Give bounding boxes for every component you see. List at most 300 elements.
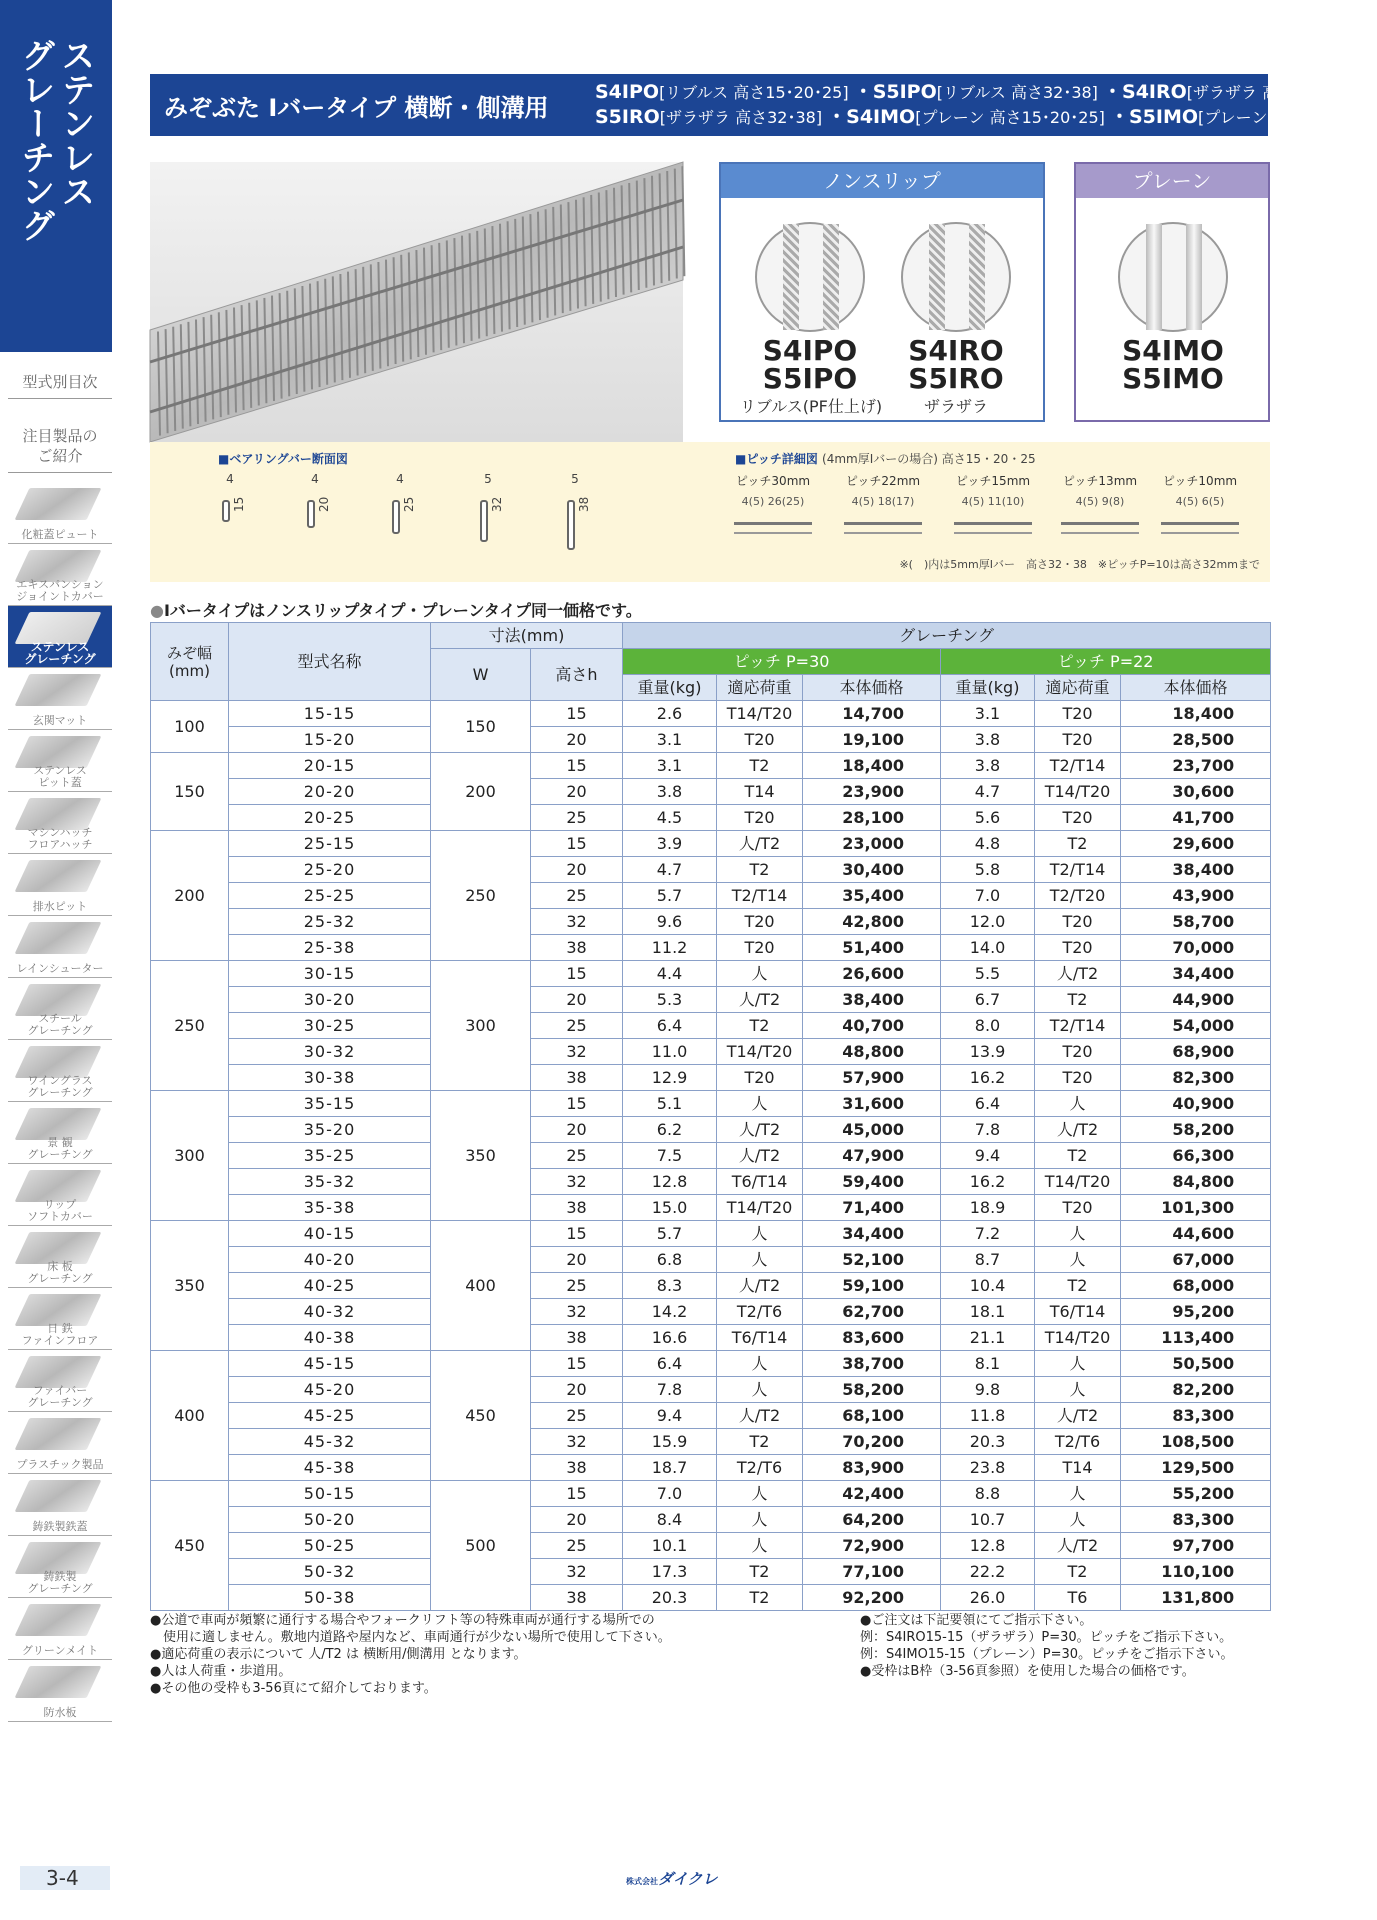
cell-load: 人 [717,1481,803,1507]
cell-price: 26,600 [803,961,941,987]
sidebar-item[interactable] [8,1660,112,1722]
product-thumbnail-icon [15,1604,102,1636]
cell-load: T2 [1035,1559,1121,1585]
cell-weight: 3.8 [941,753,1035,779]
cell-price: 68,100 [803,1403,941,1429]
pitch-shape [844,522,922,534]
cell-h: 15 [531,701,623,727]
cell-load: T6/T14 [717,1325,803,1351]
cell-w: 450 [431,1351,531,1481]
cell-load: T6 [1035,1585,1121,1611]
cell-weight: 6.2 [623,1117,717,1143]
finish-code: S4IPO [762,334,858,367]
cell-h: 25 [531,1143,623,1169]
model-code: ・S5IMO [1110,106,1199,128]
pitch-values: 4(5) 26(25) [741,495,805,508]
cell-load: T2 [1035,1273,1121,1299]
cell-h: 32 [531,1559,623,1585]
table-row [151,1377,1271,1403]
cell-weight: 6.7 [941,987,1035,1013]
cell-h: 32 [531,1039,623,1065]
rough-sample-icon [901,222,1011,332]
cell-load: T14 [717,779,803,805]
table-row [151,1013,1271,1039]
cell-load: T20 [717,909,803,935]
product-thumbnail-icon [15,1480,102,1512]
table-row [151,1403,1271,1429]
product-thumbnail-icon [15,488,102,520]
sidebar-item-label: 鋳鉄製鉄蓋 [32,1520,88,1533]
col-header-weight: 重量(kg) [623,675,717,701]
pitch-detail [1055,472,1145,552]
sidebar-title-line2: グレーチング [15,38,55,242]
table-row [151,1143,1271,1169]
cell-weight: 4.5 [623,805,717,831]
cell-load: 人/T2 [717,987,803,1013]
cell-weight: 11.8 [941,1403,1035,1429]
bearing-bar-section [380,472,420,552]
bar-width: 5 [484,472,492,486]
cell-model: 35-32 [229,1169,431,1195]
sidebar-title-block [0,0,112,352]
cell-weight: 16.2 [941,1169,1035,1195]
pitch-values: 4(5) 18(17) [851,495,915,508]
sidebar-title-line1: ステンレス [55,38,95,208]
cell-price: 113,400 [1121,1325,1271,1351]
cell-w: 250 [431,831,531,961]
cell-price: 38,400 [1121,857,1271,883]
cell-weight: 3.1 [623,727,717,753]
cell-h: 20 [531,1507,623,1533]
pitch-detail [1155,472,1245,552]
cell-weight: 5.8 [941,857,1035,883]
cell-price: 108,500 [1121,1429,1271,1455]
cell-load: T2/T14 [1035,753,1121,779]
cell-h: 25 [531,1273,623,1299]
sidebar-item-label: プラスチック製品 [16,1458,104,1471]
table-row [151,1169,1271,1195]
cell-weight: 14.2 [623,1299,717,1325]
sidebar-item-label: 日 鉄 ファインフロア [21,1322,99,1347]
cell-weight: 12.8 [623,1169,717,1195]
cell-h: 25 [531,1533,623,1559]
cell-weight: 13.9 [941,1039,1035,1065]
cell-price: 55,200 [1121,1481,1271,1507]
cell-model: 30-25 [229,1013,431,1039]
col-header-load: 適応荷重 [1035,675,1121,701]
cell-price: 19,100 [803,727,941,753]
cell-load: T2/T14 [717,883,803,909]
cell-weight: 16.2 [941,1065,1035,1091]
sidebar-item[interactable] [8,606,112,668]
table-row [151,1559,1271,1585]
cell-weight: 7.8 [941,1117,1035,1143]
col-header-price: 本体価格 [803,675,941,701]
cell-price: 34,400 [1121,961,1271,987]
cell-load: T14/T20 [717,1039,803,1065]
cell-weight: 10.4 [941,1273,1035,1299]
cell-load: 人 [717,1221,803,1247]
cell-price: 77,100 [803,1559,941,1585]
cell-model: 45-25 [229,1403,431,1429]
col-header-pitch22: ピッチ P=22 [941,649,1271,675]
cell-weight: 6.4 [623,1013,717,1039]
pitch-label: ピッチ30mm [735,474,811,488]
cell-price: 31,600 [803,1091,941,1117]
cell-load: 人 [1035,1091,1121,1117]
table-row [151,701,1271,727]
cell-load: T14 [1035,1455,1121,1481]
table-row [151,987,1271,1013]
bar-height: 20 [317,496,331,512]
pitch-label: ピッチ13mm [1062,474,1138,488]
cell-weight: 5.5 [941,961,1035,987]
pitch-detail [948,472,1038,552]
table-row [151,1195,1271,1221]
col-header-dimension: 寸法(mm) [431,623,623,649]
cell-price: 84,800 [1121,1169,1271,1195]
cell-width: 300 [151,1091,229,1221]
cell-h: 20 [531,1117,623,1143]
cell-model: 25-20 [229,857,431,883]
header-models [595,80,1377,130]
cell-model: 30-15 [229,961,431,987]
cell-model: 20-20 [229,779,431,805]
pitch-label: ピッチ15mm [955,474,1031,488]
pitch-shape [954,522,1032,534]
cell-h: 20 [531,1247,623,1273]
cell-weight: 5.1 [623,1091,717,1117]
cell-load: 人/T2 [717,1273,803,1299]
cell-price: 70,000 [1121,935,1271,961]
table-row [151,935,1271,961]
col-header-h: 高さh [531,649,623,701]
cell-load: T2 [717,1013,803,1039]
cell-load: T2 [717,753,803,779]
sidebar-item[interactable] [8,1164,112,1226]
cell-price: 14,700 [803,701,941,727]
cell-weight: 21.1 [941,1325,1035,1351]
grating-illustration [150,162,683,442]
sidebar-item[interactable] [8,730,112,792]
cell-price: 59,400 [803,1169,941,1195]
sidebar-item[interactable] [8,1350,112,1412]
cell-model: 50-20 [229,1507,431,1533]
cell-price: 72,900 [803,1533,941,1559]
cell-weight: 11.2 [623,935,717,961]
cell-weight: 8.1 [941,1351,1035,1377]
table-row [151,779,1271,805]
cell-width: 200 [151,831,229,961]
cell-price: 129,500 [1121,1455,1271,1481]
page-header [150,74,1377,136]
sidebar-link-index[interactable]: 型式別目次 [8,372,112,399]
cell-h: 38 [531,1325,623,1351]
cell-load: T2 [717,1559,803,1585]
sidebar-item[interactable] [8,1412,112,1474]
cell-price: 83,900 [803,1455,941,1481]
cell-model: 50-32 [229,1559,431,1585]
table-row [151,1507,1271,1533]
finish-sub: ザラザラ [923,397,988,416]
model-desc: [プレーン 高さ32･38] [1198,108,1360,127]
cell-weight: 15.0 [623,1195,717,1221]
cell-load: 人/T2 [1035,1403,1121,1429]
product-photo [150,162,683,442]
cell-price: 34,400 [803,1221,941,1247]
cell-load: 人/T2 [1035,1533,1121,1559]
cell-model: 30-32 [229,1039,431,1065]
cell-model: 35-15 [229,1091,431,1117]
cell-price: 47,900 [803,1143,941,1169]
sidebar-item[interactable] [8,916,112,978]
product-thumbnail-icon [15,1666,102,1698]
cell-weight: 12.8 [941,1533,1035,1559]
cell-weight: 26.0 [941,1585,1035,1611]
cell-weight: 7.0 [623,1481,717,1507]
cell-model: 30-20 [229,987,431,1013]
bearing-bar-section [555,472,595,552]
cell-w: 350 [431,1091,531,1221]
cell-model: 25-15 [229,831,431,857]
cell-weight: 9.6 [623,909,717,935]
cell-price: 57,900 [803,1065,941,1091]
cell-model: 45-20 [229,1377,431,1403]
table-row [151,1091,1271,1117]
cell-h: 20 [531,727,623,753]
table-row [151,1455,1271,1481]
cell-price: 68,900 [1121,1039,1271,1065]
sidebar-item-label: ステンレス グレーチング [24,640,96,666]
finish-code: S5IRO [908,362,1004,395]
sidebar-item[interactable] [8,854,112,916]
finish-sub: リブルス(PF仕上げ) [739,397,883,416]
sidebar-item[interactable] [8,792,112,854]
sidebar-item[interactable] [8,1536,112,1598]
bearing-bar-section [468,472,508,552]
cell-load: 人 [1035,1351,1121,1377]
cell-w: 300 [431,961,531,1091]
bearing-bar-section [295,472,335,552]
bar-shape [480,500,488,542]
cell-load: 人/T2 [717,831,803,857]
table-row [151,857,1271,883]
cell-price: 70,200 [803,1429,941,1455]
plain-label: プレーン [1076,164,1268,198]
pitch-values: 4(5) 9(8) [1075,495,1125,508]
bar-section-title: ■ベアリングバー断面図 [218,452,348,466]
model-desc: [リブルス 高さ15･20･25] [659,83,849,102]
sidebar-item-label: 化粧蓋ピュート [21,528,99,541]
cell-weight: 8.0 [941,1013,1035,1039]
cell-weight: 10.7 [941,1507,1035,1533]
cell-weight: 22.2 [941,1559,1035,1585]
table-row [151,1065,1271,1091]
cell-weight: 8.4 [623,1507,717,1533]
cell-price: 23,000 [803,831,941,857]
bar-height: 25 [402,496,416,512]
cell-w: 400 [431,1221,531,1351]
cell-model: 40-20 [229,1247,431,1273]
cell-h: 15 [531,961,623,987]
cell-weight: 18.9 [941,1195,1035,1221]
cell-price: 29,600 [1121,831,1271,857]
sidebar-item[interactable] [8,668,112,730]
table-row [151,1117,1271,1143]
cell-load: 人 [717,1533,803,1559]
cell-load: T20 [1035,1195,1121,1221]
sidebar-item-label: エキスパンション ジョイントカバー [16,578,104,603]
sidebar-item[interactable] [8,544,112,606]
cell-model: 40-25 [229,1273,431,1299]
cell-load: T14/T20 [717,701,803,727]
header-models-line2 [595,105,1377,130]
sidebar-item[interactable] [8,1288,112,1350]
sidebar-item[interactable] [8,978,112,1040]
detail-drawings [150,442,1270,582]
cell-h: 20 [531,779,623,805]
cell-weight: 6.8 [623,1247,717,1273]
cell-load: T20 [717,805,803,831]
cell-load: T20 [1035,701,1121,727]
sidebar-item-label: スチール グレーチング [27,1012,93,1037]
cell-model: 50-15 [229,1481,431,1507]
cell-load: 人/T2 [1035,961,1121,987]
table-row [151,1585,1271,1611]
plain-finish-box [1074,162,1270,422]
cell-load: T2/T6 [717,1299,803,1325]
cell-h: 15 [531,831,623,857]
finish-code: S5IMO [1122,362,1224,395]
bar-height: 32 [490,496,504,512]
col-header-w: W [431,649,531,701]
cell-price: 83,300 [1121,1403,1271,1429]
cell-model: 40-15 [229,1221,431,1247]
cell-price: 35,400 [803,883,941,909]
sidebar-item-label: ファイバー グレーチング [27,1384,93,1409]
cell-h: 20 [531,1377,623,1403]
cell-weight: 11.0 [623,1039,717,1065]
cell-price: 83,600 [803,1325,941,1351]
sidebar-item[interactable] [8,1598,112,1660]
table-row [151,883,1271,909]
cell-model: 40-32 [229,1299,431,1325]
cell-weight: 20.3 [623,1585,717,1611]
model-desc: [リブルス 高さ32･38] [936,83,1098,102]
pitch-shape [734,522,812,534]
pitch-detail [838,472,928,552]
cell-weight: 6.4 [623,1351,717,1377]
cell-price: 68,000 [1121,1273,1271,1299]
cell-price: 30,400 [803,857,941,883]
cell-price: 44,900 [1121,987,1271,1013]
cell-model: 25-38 [229,935,431,961]
cell-price: 38,400 [803,987,941,1013]
cell-price: 92,200 [803,1585,941,1611]
cell-h: 15 [531,753,623,779]
bearing-bar-section [210,472,250,552]
table-row [151,831,1271,857]
sidebar-item[interactable] [8,1474,112,1536]
sidebar-item[interactable] [8,1040,112,1102]
sidebar-link-featured[interactable]: 注目製品の ご紹介 [8,426,112,473]
bar-height: 15 [232,496,246,512]
cell-load: T20 [1035,727,1121,753]
cell-load: T20 [717,935,803,961]
header-models-line1 [595,80,1377,105]
cell-h: 15 [531,1351,623,1377]
sidebar-item-label: ワイングラス グレーチング [27,1074,93,1099]
table-row [151,1299,1271,1325]
cell-price: 51,400 [803,935,941,961]
cell-price: 18,400 [1121,701,1271,727]
cell-model: 45-15 [229,1351,431,1377]
cell-load: 人 [717,1507,803,1533]
cell-load: T20 [1035,935,1121,961]
cell-model: 50-38 [229,1585,431,1611]
bar-width: 4 [311,472,319,486]
sidebar-item-label: ステンレス ピット蓋 [33,764,87,789]
cell-load: 人 [1035,1377,1121,1403]
cell-price: 23,900 [803,779,941,805]
nonslip-label: ノンスリップ [721,164,1043,198]
sidebar-item-label: マシンハッチ フロアハッチ [27,826,93,851]
col-header-grating: グレーチング [623,623,1271,649]
cell-h: 38 [531,1065,623,1091]
sidebar-item[interactable] [8,1226,112,1288]
cell-price: 110,100 [1121,1559,1271,1585]
pitch-label: ピッチ22mm [845,474,921,488]
cell-model: 45-38 [229,1455,431,1481]
cell-weight: 8.8 [941,1481,1035,1507]
model-desc: [プレーン 高さ15･20･25] [915,108,1105,127]
cell-price: 52,100 [803,1247,941,1273]
cell-price: 64,200 [803,1507,941,1533]
cell-h: 20 [531,857,623,883]
bar-shape [222,500,230,522]
sidebar [0,0,112,1740]
sidebar-item[interactable] [8,482,112,544]
cell-price: 28,500 [1121,727,1271,753]
model-code: S4IPO [595,81,660,103]
col-header-model: 型式名称 [229,623,431,701]
cell-w: 150 [431,701,531,753]
cell-weight: 23.8 [941,1455,1035,1481]
sidebar-item[interactable] [8,1102,112,1164]
cell-h: 38 [531,935,623,961]
cell-h: 32 [531,1169,623,1195]
sidebar-item-label: レインシューター [16,962,104,975]
cell-weight: 15.9 [623,1429,717,1455]
page-number: 3-4 [20,1866,110,1890]
cell-weight: 18.1 [941,1299,1035,1325]
cell-load: T20 [1035,1065,1121,1091]
cell-width: 350 [151,1221,229,1351]
pitch-values: 4(5) 11(10) [961,495,1025,508]
bar-width: 4 [396,472,404,486]
cell-weight: 12.0 [941,909,1035,935]
cell-model: 35-25 [229,1143,431,1169]
cell-width: 250 [151,961,229,1091]
product-thumbnail-icon [15,922,102,954]
cell-weight: 20.3 [941,1429,1035,1455]
cell-model: 15-15 [229,701,431,727]
bar-width: 5 [571,472,579,486]
cell-price: 67,000 [1121,1247,1271,1273]
cell-h: 15 [531,1481,623,1507]
plain-sample-icon [1118,222,1228,332]
cell-load: 人/T2 [717,1143,803,1169]
